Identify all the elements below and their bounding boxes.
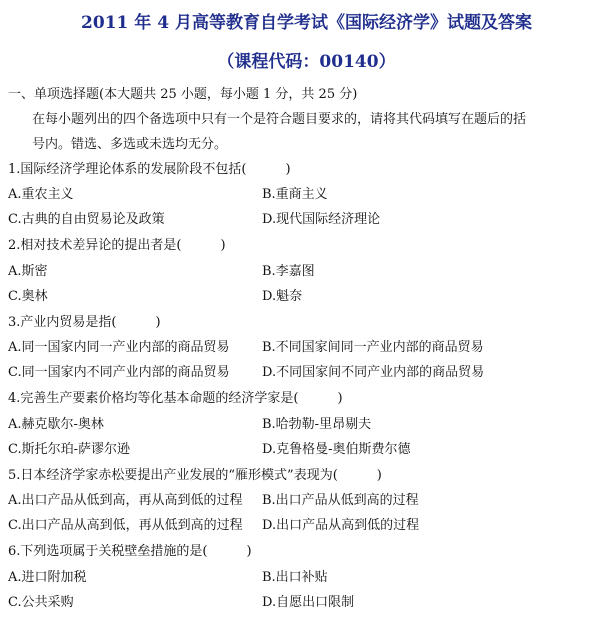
question-5-stem: 5.日本经济学家赤松要提出产业发展的“雁形模式”表现为( ) [8,468,382,483]
question-6-option-c: C.公共采购 [8,595,74,610]
question-5-option-d: D.出口产品从高到低的过程 [262,518,420,533]
question-6-option-b: B.出口补贴 [262,570,328,585]
document-title: 2011 年 4 月高等教育自学考试《国际经济学》试题及答案 [81,13,532,33]
question-3-option-d: D.不同国家间不同产业内部的商品贸易 [262,365,485,380]
question-1-option-c: C.古典的自由贸易论及政策 [8,212,165,227]
question-5-option-c: C.出口产品从高到低，再从低到高的过程 [8,518,243,533]
question-1-stem: 1.国际经济学理论体系的发展阶段不包括( ) [8,162,291,177]
question-2-stem: 2.相对技术差异论的提出者是( ) [8,238,226,253]
question-3-option-b: B.不同国家间同一产业内部的商品贸易 [262,340,484,355]
question-4-option-b: B.哈勃勒-里昂剔夫 [262,417,372,432]
question-2-option-a: A.斯密 [8,264,48,279]
question-2-option-c: C.奥林 [8,289,48,304]
question-6-stem: 6.下列选项属于关税壁垒措施的是( ) [8,544,252,559]
question-4-option-a: A.赫克歇尔-奥林 [8,417,104,432]
question-1-option-b: B.重商主义 [262,187,328,202]
question-1-option-d: D.现代国际经济理论 [262,212,381,227]
question-2-option-d: D.魁奈 [262,289,303,304]
question-4-stem: 4.完善生产要素价格均等化基本命题的经济学家是( ) [8,391,343,406]
question-3-stem: 3.产业内贸易是指( ) [8,315,161,330]
question-5-option-a: A.出口产品从低到高，再从高到低的过程 [8,493,243,508]
instruction-line-1: 在每小题列出的四个备选项中只有一个是符合题目要求的，请将其代码填写在题后的括 [32,112,527,127]
question-1-option-a: A.重农主义 [8,187,74,202]
question-5-option-b: B.出口产品从低到高的过程 [262,493,419,508]
course-code: （课程代码：00140） [217,52,396,72]
question-3-option-a: A.同一国家内同一产业内部的商品贸易 [8,340,230,355]
question-3-option-c: C.同一国家内不同产业内部的商品贸易 [8,365,230,380]
question-6-option-a: A.进口附加税 [8,570,87,585]
question-4-option-d: D.克鲁格曼-奥伯斯费尔德 [262,442,411,457]
question-6-option-d: D.自愿出口限制 [262,595,355,610]
question-2-option-b: B.李嘉图 [262,264,315,279]
section-heading: 一、单项选择题(本大题共 25 小题，每小题 1 分，共 25 分) [8,87,358,102]
instruction-line-2: 号内。错选、多选或未选均无分。 [32,137,228,152]
question-4-option-c: C.斯托尔珀-萨谬尔逊 [8,442,131,457]
